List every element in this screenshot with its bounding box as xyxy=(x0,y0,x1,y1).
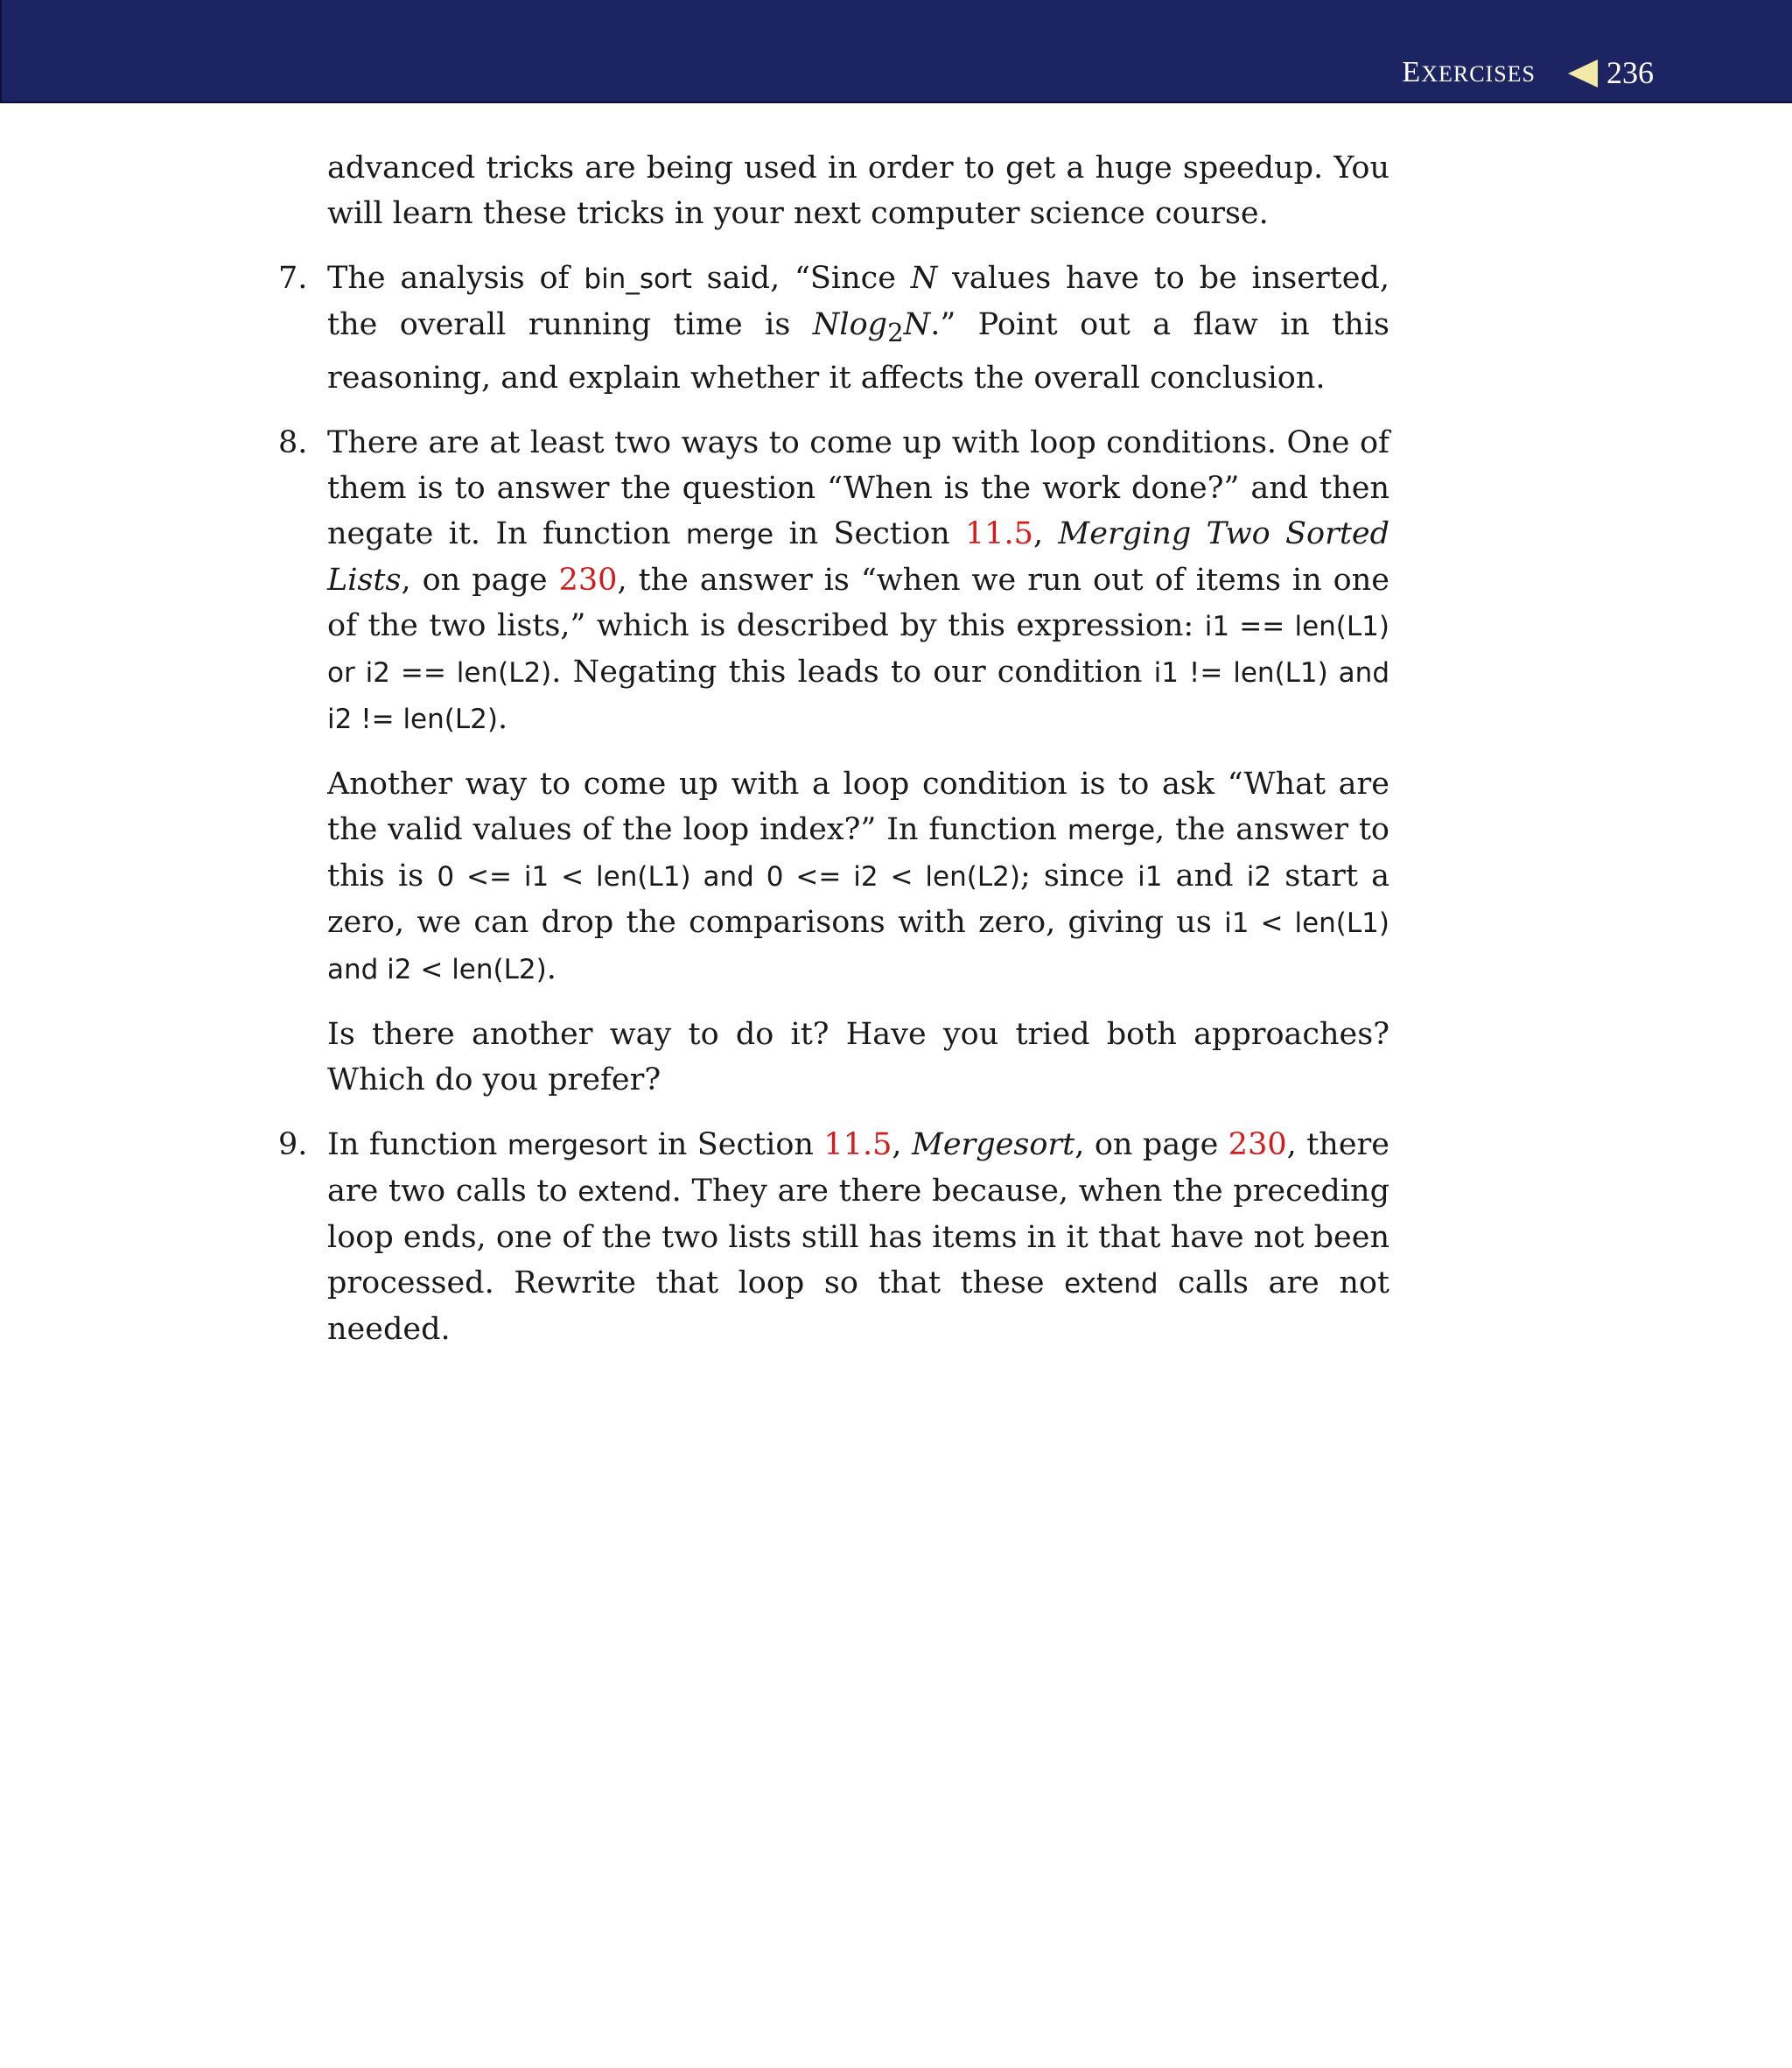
section-title-rest: XERCISES xyxy=(1421,61,1536,87)
cross-reference-link[interactable]: 11.5 xyxy=(965,516,1033,551)
inline-code: extend xyxy=(578,1176,672,1208)
exercise-number: 9. xyxy=(278,1127,308,1162)
emphasis-text: N xyxy=(903,307,931,342)
inline-code: i2 xyxy=(1246,861,1272,893)
exercise-text: There are at least two ways to come up with loop conditions. One of them is to answer the question “When is the work done?” and then negate it. In function merge in Section 11.5, Merging Two Sorted Lists, on page 230, the answer is “when we run out of items in one of the two lists,” which is described by this expression: i1 == len(L1) or i2 == len(L2). Negating this leads to our condition i1 != len(L1) and i2 != len(L2). xyxy=(327,425,1390,736)
inline-code: i1 != len(L1) and i2 != len(L2) xyxy=(327,657,1390,735)
page-header xyxy=(0,0,1792,103)
page-body xyxy=(278,145,1390,1352)
exercise-number: 8. xyxy=(278,425,308,460)
inline-code: bin_sort xyxy=(584,263,692,295)
exercise-paragraph: Is there another way to do it? Have you tried both approaches? Which do you prefer? xyxy=(327,1017,1390,1097)
back-arrow-icon[interactable] xyxy=(1568,60,1598,88)
emphasis-text: Nlog xyxy=(812,307,888,342)
section-title-initial: E xyxy=(1402,56,1422,88)
emphasis-text: N xyxy=(910,261,938,296)
inline-code: i1 xyxy=(1138,861,1163,893)
exercise-number: 7. xyxy=(278,261,308,296)
emphasis-text: Merging Two Sorted Lists xyxy=(327,516,1390,598)
page-number: 236 xyxy=(1606,55,1654,90)
section-title xyxy=(1402,56,1536,89)
inline-code: mergesort xyxy=(507,1130,648,1161)
cross-reference-link[interactable]: 230 xyxy=(558,563,618,598)
inline-code: extend xyxy=(1064,1268,1158,1300)
inline-code: 0 <= i1 < len(L1) and 0 <= i2 < len(L2) xyxy=(437,861,1020,893)
exercise-8 xyxy=(278,420,1390,1103)
exercise-7 xyxy=(278,256,1390,401)
intro-paragraph: advanced tricks are being used in order to get a huge speedup. You will learn these tricks in your next computer science course. xyxy=(327,151,1390,231)
exercise-paragraph: Another way to come up with a loop condition is to ask “What are the valid values of the loop index?” In function merge, the answer to this is 0 <= i1 < len(L1) and 0 <= i2 < len(L2); since i1 and i2 start a zero, we can drop the comparisons with zero, giving us i1 < len(L1) and i2 < len(L2). xyxy=(327,767,1390,986)
emphasis-text: Mergesort xyxy=(911,1127,1075,1162)
inline-code: merge xyxy=(685,519,774,550)
cross-reference-link[interactable]: 11.5 xyxy=(823,1127,892,1162)
subscript: 2 xyxy=(887,318,904,347)
inline-code: merge xyxy=(1067,815,1156,846)
exercise-text: The analysis of bin_sort said, “Since N values have to be inserted, the overall running time is Nlog$_2$N.” Point out a flaw in this reasoning, and explain whether it affects the overall conclusion. xyxy=(327,261,1390,396)
inline-code: i1 == len(L1) or i2 == len(L2) xyxy=(327,611,1390,689)
inline-code: i1 < len(L1) and i2 < len(L2) xyxy=(327,908,1390,985)
exercise-9 xyxy=(278,1122,1390,1352)
cross-reference-link[interactable]: 230 xyxy=(1228,1127,1287,1162)
exercise-text: In function mergesort in Section 11.5, Mergesort, on page 230, there are two calls to extend. They are there because, when the preceding loop ends, one of the two lists still has items in it that have not been processed. Rewrite that loop so that these extend calls are not needed. xyxy=(327,1127,1390,1347)
